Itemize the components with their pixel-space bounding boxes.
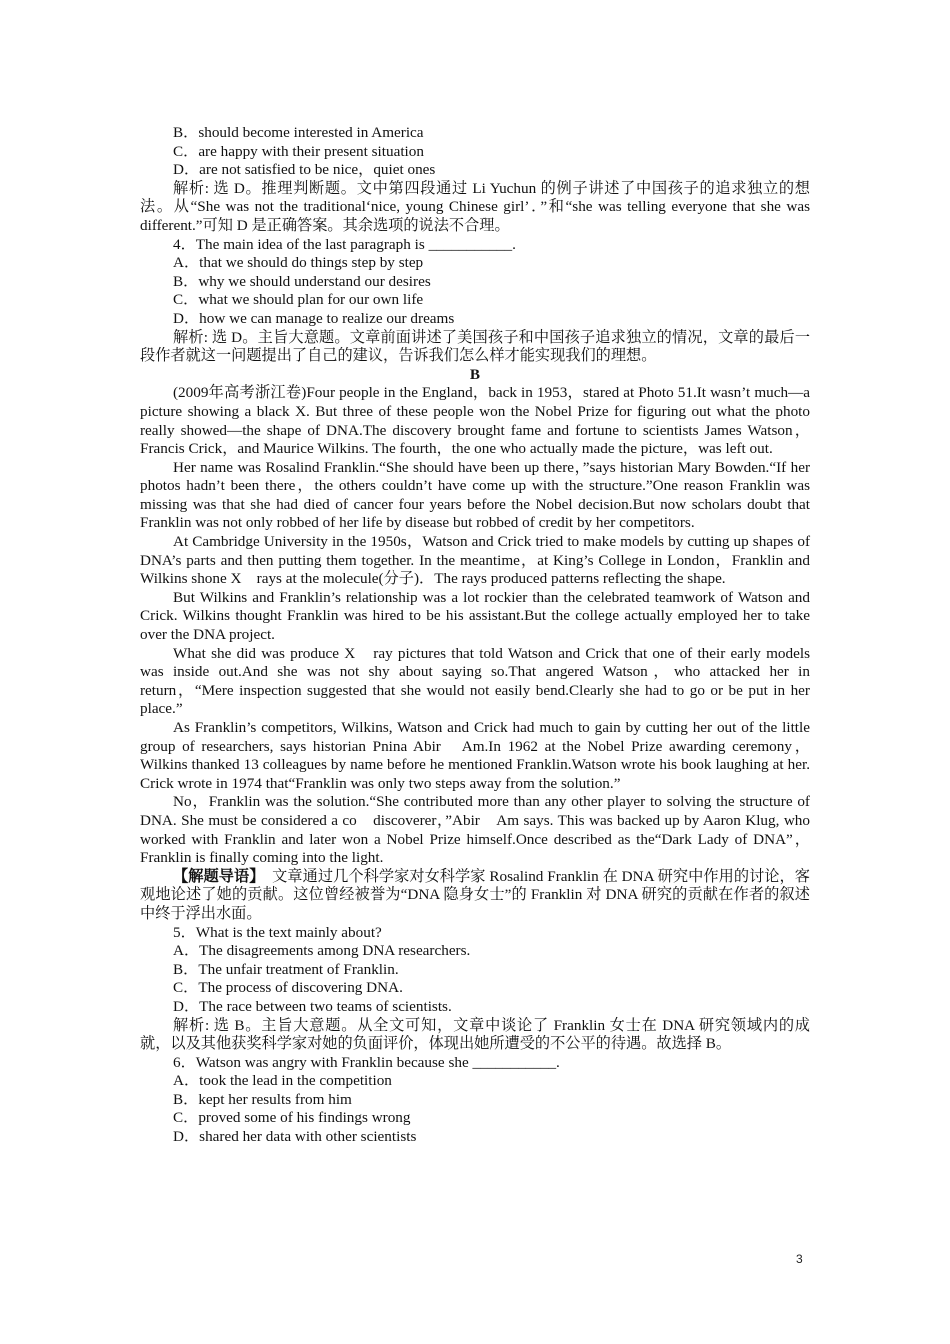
q5-analysis: 解析: 选 B。主旨大意题。从全文可知，文章中谈论了 Franklin 女士在 DNA 研究领域内的成就，以及其他获奖科学家对她的负面评价，体现出她所遭受的不公平的待遇。故选择 B。 [140,1016,810,1053]
q6-option-c: C．proved some of his findings wrong [173,1109,411,1127]
q3-option-b: B．should become interested in America [173,124,424,141]
page-number: 3 [796,1252,803,1266]
passage-paragraph-3: At Cambridge University in the 1950s，Watson and Crick tried to make models by cutting up shapes of DNA’s parts and then putting them together. In the meantime，at King’s College in London，Franklin and Wilkins shone X rays at the molecule(分子)．The rays produced patterns reflecting the shape. [140,533,810,588]
document-page [140,124,810,1147]
q6-option-b: B．kept her results from him [173,1090,352,1108]
q4-option-d: D．how we can manage to realize our dreams [173,309,455,327]
q5-option-b: B．The unfair treatment of Franklin. [173,960,399,978]
q6-question: 6．Watson was angry with Franklin because she ___________. [173,1053,560,1071]
q5-question: 5．What is the text mainly about? [173,923,382,941]
section-b-heading: B [469,365,481,383]
q4-option-b: B．why we should understand our desires [173,272,431,290]
q3-option-c: C．are happy with their present situation [173,142,424,160]
q5-option-d: D．The race between two teams of scientists. [173,997,452,1015]
guide-text: 文章通过几个科学家对女科学家 Rosalind Franklin 在 DNA 研究中作用的讨论，客观地论述了她的贡献。这位曾经被誉为“DNA 隐身女士”的 Franklin 对 DNA 研究的贡献在作者的叙述中终于浮出水面。 [140,867,810,922]
q4-option-a: A．that we should do things step by step [173,254,424,272]
q6-option-d: D．shared her data with other scientists [173,1128,417,1146]
q6-option-a: A．took the lead in the competition [173,1072,392,1090]
q5-option-a: A．The disagreements among DNA researchers. [173,942,471,960]
passage-paragraph-6: As Franklin’s competitors, Wilkins, Watson and Crick had much to gain by cutting her out of the little group of researchers, says historian Pnina Abir Am.In 1962 at the Nobel Prize awarding ceremony，Wilkins thanked 13 colleagues by name before he mentioned Franklin.Watson wrote his book laughing at her. Crick wrote in 1974 that“Franklin was only two steps away from the solution.” [140,719,810,792]
q3-option-d: D．are not satisfied to be nice，quiet ones [173,161,436,179]
passage-paragraph-4: But Wilkins and Franklin’s relationship was a lot rockier than the celebrated teamwork of Watson and Crick. Wilkins thought Franklin was hired to be his assistant.But the college actually employed her to take over the DNA project. [140,588,810,644]
guide-paragraph [140,868,810,924]
q4-option-c: C．what we should plan for our own life [173,291,424,309]
passage-paragraph-5: What she did was produce X ray pictures that told Watson and Crick that one of their early models was inside out.And she was not shy about saying so.That angered Watson，who attacked her in return，“Mere inspection suggested that she would not easily bend.Clearly she had to go or be put in her place.” [140,644,810,718]
passage-paragraph-1: (2009年高考浙江卷)Four people in the England，back in 1953，stared at Photo 51.It wasn’t much—a picture showing a black X. But three of these people won the Nobel Prize for figuring out what the photo really showed—the shape of DNA.The discovery brought fame and fortune to scientists James Watson，Francis Crick，and Maurice Wilkins. The fourth，the one who actually made the picture，was left out. [140,384,810,458]
q4-analysis: 解析: 选 D。主旨大意题。文章前面讲述了美国孩子和中国孩子追求独立的情况，文章的最后一段作者就这一问题提出了自己的建议，告诉我们怎么样才能实现我们的理想。 [140,328,810,365]
passage-paragraph-7: No，Franklin was the solution.“She contributed more than any other player to solving the structure of DNA. She must be considered a co discoverer，”Abir Am says. This was backed up by Aaron Klug, who worked with Franklin and later won a Nobel Prize himself.Once described as the“Dark Lady of DNA”，Franklin is finally coming into the light. [140,793,810,867]
passage-paragraph-2: Her name was Rosalind Franklin.“She should have been up there，”says historian Mary Bowden.“If her photos hadn’t been there，the others couldn’t have come up with the structure.”One reason Franklin was missing was that she had died of cancer four years before the Nobel decision.But now scholars doubt that Franklin was not only robbed of her life by disease but robbed of credit by her competitors. [140,458,810,532]
guide-label: 【解题导语】 [173,867,257,885]
q4-question: 4．The main idea of the last paragraph is ___________. [173,235,516,253]
q5-option-c: C．The process of discovering DNA. [173,979,403,997]
q3-analysis: 解析: 选 D。推理判断题。文中第四段通过 Li Yuchun 的例子讲述了中国孩子的追求独立的想法。从“She was not the traditional‘nice, young Chinese girl’．”和“she was telling everyone that she was different.”可知 D 是正确答案。其余选项的说法不合理。 [140,179,810,234]
